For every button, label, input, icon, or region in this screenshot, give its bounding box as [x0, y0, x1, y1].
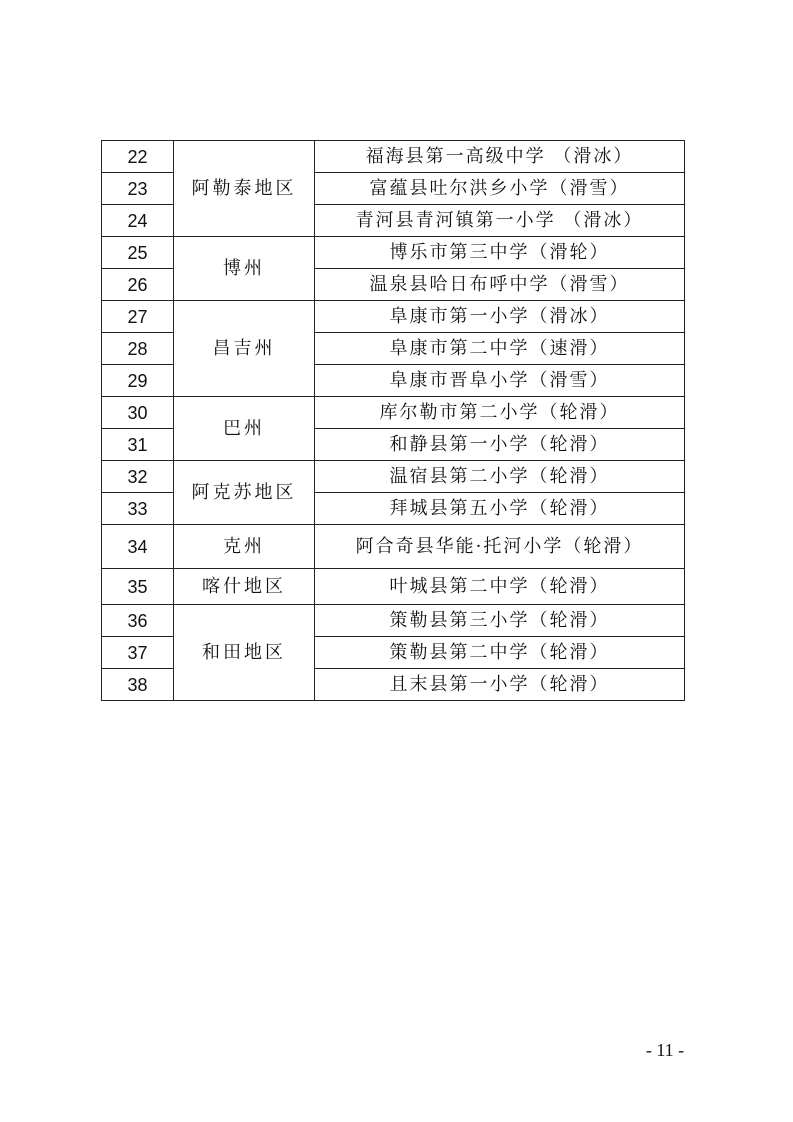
- school-cell: 和静县第一小学（轮滑）: [315, 429, 685, 461]
- table-row: [102, 461, 685, 493]
- row-number: 28: [102, 333, 174, 365]
- table-row: [102, 569, 685, 605]
- school-cell: 青河县青河镇第一小学 （滑冰）: [315, 205, 685, 237]
- page-number: - 11 -: [645, 1040, 685, 1060]
- school-cell: 阜康市第二中学（速滑）: [315, 333, 685, 365]
- region-cell: 巴州: [174, 397, 315, 461]
- row-number: 29: [102, 365, 174, 397]
- row-number: 38: [102, 669, 174, 701]
- table-row: [102, 525, 685, 569]
- table-row: [102, 301, 685, 333]
- row-number: 24: [102, 205, 174, 237]
- row-number: 35: [102, 569, 174, 605]
- school-cell: 阜康市晋阜小学（滑雪）: [315, 365, 685, 397]
- table-row: [102, 141, 685, 173]
- school-list-table: [101, 140, 685, 701]
- row-number: 32: [102, 461, 174, 493]
- school-cell: 策勒县第二中学（轮滑）: [315, 637, 685, 669]
- region-cell: 阿克苏地区: [174, 461, 315, 525]
- row-number: 34: [102, 525, 174, 569]
- school-cell: 阿合奇县华能·托河小学（轮滑）: [315, 525, 685, 569]
- school-cell: 温宿县第二小学（轮滑）: [315, 461, 685, 493]
- school-cell: 阜康市第一小学（滑冰）: [315, 301, 685, 333]
- table-row: [102, 237, 685, 269]
- region-cell: 克州: [174, 525, 315, 569]
- school-cell: 拜城县第五小学（轮滑）: [315, 493, 685, 525]
- row-number: 23: [102, 173, 174, 205]
- row-number: 37: [102, 637, 174, 669]
- school-cell: 温泉县哈日布呼中学（滑雪）: [315, 269, 685, 301]
- school-cell: 库尔勒市第二小学（轮滑）: [315, 397, 685, 429]
- region-cell: 喀什地区: [174, 569, 315, 605]
- region-cell: 和田地区: [174, 605, 315, 701]
- row-number: 36: [102, 605, 174, 637]
- school-cell: 富蕴县吐尔洪乡小学（滑雪）: [315, 173, 685, 205]
- table-row: [102, 397, 685, 429]
- school-cell: 福海县第一高级中学 （滑冰）: [315, 141, 685, 173]
- school-cell: 且末县第一小学（轮滑）: [315, 669, 685, 701]
- row-number: 26: [102, 269, 174, 301]
- row-number: 25: [102, 237, 174, 269]
- school-cell: 博乐市第三中学（滑轮）: [315, 237, 685, 269]
- school-cell: 叶城县第二中学（轮滑）: [315, 569, 685, 605]
- region-cell: 博州: [174, 237, 315, 301]
- row-number: 27: [102, 301, 174, 333]
- school-cell: 策勒县第三小学（轮滑）: [315, 605, 685, 637]
- row-number: 31: [102, 429, 174, 461]
- region-cell: 阿勒泰地区: [174, 141, 315, 237]
- row-number: 22: [102, 141, 174, 173]
- region-cell: 昌吉州: [174, 301, 315, 397]
- table-row: [102, 605, 685, 637]
- row-number: 33: [102, 493, 174, 525]
- row-number: 30: [102, 397, 174, 429]
